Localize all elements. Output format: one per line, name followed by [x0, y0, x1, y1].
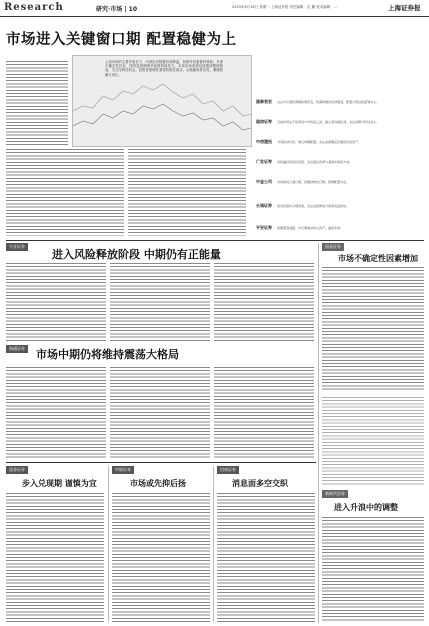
article-headline: 市场或先抑后扬: [130, 479, 186, 488]
column-divider: [108, 466, 109, 622]
lead-body-col2: [128, 148, 246, 236]
article-source-tag: 中银证券: [112, 466, 134, 474]
inst-text: 短期震荡加剧，中长期看好核心资产，逢低布局。: [277, 226, 344, 230]
article-source-tag: 国金证券: [322, 243, 344, 251]
inst-item: [256, 128, 424, 147]
article-body: [110, 366, 210, 458]
article-body: [322, 396, 424, 486]
inst-text: 外部扰动仍存，建议均衡配置，关注业绩确定性强的优质资产。: [277, 140, 362, 144]
inst-item: [256, 214, 424, 233]
article-body: [322, 266, 424, 392]
lead-body-col1: [6, 148, 124, 236]
inst-text: 关注中长期逆周期政策托底，短期或维持区间震荡，配置以低估值蓝筹为主。: [277, 100, 380, 104]
inst-item: [256, 192, 424, 211]
header-rule: [0, 16, 429, 17]
inst-text: 风险偏好阶段性回落，关注国企改革与基建补短板方向。: [277, 160, 353, 164]
lead-headline: 市场进入关键窗口期 配置稳健为上: [6, 32, 237, 48]
article-body: [217, 492, 315, 622]
inst-name: 国泰君安: [256, 99, 272, 104]
institution-views: [256, 88, 424, 238]
inst-text: 流动性保持合理充裕，关注估值修复与政策受益板块。: [277, 204, 350, 208]
lead-body-col0: [6, 60, 68, 146]
brand-name: Research: [4, 2, 64, 13]
inst-name: 国信证券: [256, 119, 272, 124]
inst-name: 平安证券: [256, 225, 272, 230]
inst-text: 当前市场处于政策底与市场底之间，耐心等待催化剂，关注消费与科技龙头。: [277, 120, 380, 124]
lead-quote: 上周市场的主要矛盾在于，内部经济数据有所降温，但海外因素暂时缓和。外部不确定性仍存，国内逆周期调节政策持续发力。本周市场或将延续震荡整理格局，关注结构性机会。投资者需理性看待阶段性波动，从稳健角度出发，兼顾防御与成长。: [105, 60, 223, 77]
inst-text: 市场或进入窗口期，把握结构性行情，稳健配置为宜。: [277, 180, 350, 184]
article-body: [6, 262, 106, 342]
newspaper-logo: 上海证券报: [388, 4, 421, 12]
article-headline: 消息面多空交织: [232, 479, 288, 488]
article-body: [214, 262, 314, 342]
inst-name: 中信建投: [256, 139, 272, 144]
market-chart-image: [72, 55, 252, 147]
inst-name: 广发证券: [256, 159, 272, 164]
article-source-tag: 兴业证券: [6, 243, 28, 251]
inst-item: [256, 108, 424, 127]
article-headline: 市场中期仍将维持震荡大格局: [36, 348, 179, 361]
article-source-tag: 招商证券: [217, 466, 239, 474]
inst-name: 长城证券: [256, 203, 272, 208]
section-divider: [6, 240, 424, 241]
issue-meta: 2019年6月18日 星期二 上海证券报 责任编辑：沈 璐 美术编辑：…: [232, 5, 338, 9]
article-headline: 步入兑现期 谨慎为宜: [22, 479, 97, 488]
column-divider: [213, 466, 214, 622]
article-body: [112, 492, 210, 622]
article-body: [6, 366, 106, 458]
article-body: [110, 262, 210, 342]
column-divider: [318, 243, 319, 623]
inst-name: 中金公司: [256, 179, 272, 184]
article-body: [322, 516, 424, 622]
article-headline: 市场不确定性因素增加: [338, 254, 418, 263]
article-source-tag: 国金证券: [6, 466, 28, 474]
inst-item: [256, 168, 424, 187]
section-divider: [6, 462, 316, 463]
article-headline: 进入风险释放阶段 中期仍有正能量: [52, 248, 221, 261]
inst-item: [256, 148, 424, 167]
article-source-tag: 新时代证券: [322, 490, 348, 498]
section-label: 研究·市场 | 10: [96, 6, 137, 13]
inst-item: [256, 88, 424, 107]
article-headline: 进入升浪中的调整: [334, 503, 398, 512]
article-body: [6, 492, 104, 622]
page-header: [0, 0, 429, 16]
article-source-tag: 海通证券: [6, 345, 28, 353]
article-body: [214, 366, 314, 458]
